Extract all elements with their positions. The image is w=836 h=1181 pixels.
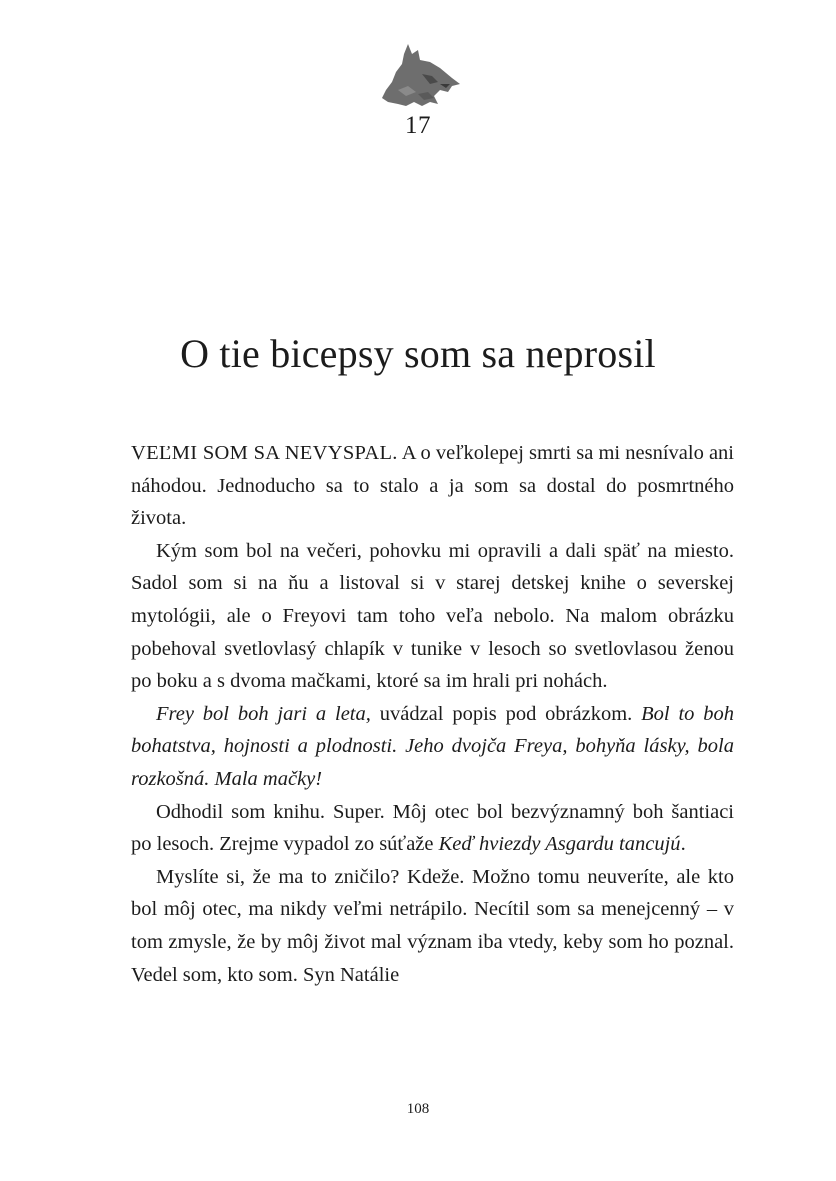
page-number: 108 — [406, 1101, 430, 1117]
paragraph-5: Myslíte si, že ma to zničilo? Kdeže. Možno tomu neuveríte, ale kto bol môj otec, ma nikdy veľmi netrápilo. Necítil som sa menejcenný – v tom zmysle, že by môj život mal význam iba vtedy, keby som ho poznal. Vedel som, kto som. Syn Natálie — [131, 865, 734, 986]
paragraph-text: . — [680, 833, 686, 856]
paragraph-2: Kým som bol na večeri, pohovku mi opravili a dali späť na miesto. Sadol som si na ňu a listoval si v starej detskej knihe o severskej mytológii, ale o Freyovi tam toho veľa nebolo. Na malom obrázku pobehoval svetlovlasý chlapík v tunike v lesoch so svetlovlasou ženou po boku a s dvoma mačkami, ktoré sa im hrali pri nohách. — [131, 539, 734, 693]
italic-text: Bol to boh bohatstva, hojnosti a plodnosti. Jeho dvojča Freya, bohyňa lásky, bola rozkošná. Mala mačky! — [131, 702, 735, 790]
paragraph-text: A o veľkolepej smrti sa mi nesnívalo ani náhodou. Jednoducho sa to stalo a ja som sa dostal do posmrtného života. — [131, 442, 734, 530]
paragraph-lead: VEĽMI SOM SA NEVYSPAL. — [131, 442, 398, 464]
paragraph-1 — [131, 437, 734, 535]
wolf-head-emblem-icon — [378, 40, 464, 112]
paragraph-3 — [131, 698, 734, 796]
paragraph-text: Odhodil som knihu. Super. Môj otec bol bezvýznamný boh šantiaci po lesoch. Zrejme vypadol zo súťaže — [131, 800, 734, 856]
italic-text: Frey bol boh jari a leta, — [156, 702, 371, 725]
chapter-number: 17 — [405, 112, 431, 139]
chapter-title: O tie bicepsy som sa neprosil — [180, 331, 656, 376]
paragraph-text: uvádzal popis pod obrázkom. — [370, 702, 642, 725]
body-text — [131, 437, 734, 991]
italic-text: Keď hviezdy Asgardu tancujú — [438, 833, 681, 856]
paragraph-4 — [131, 796, 734, 861]
